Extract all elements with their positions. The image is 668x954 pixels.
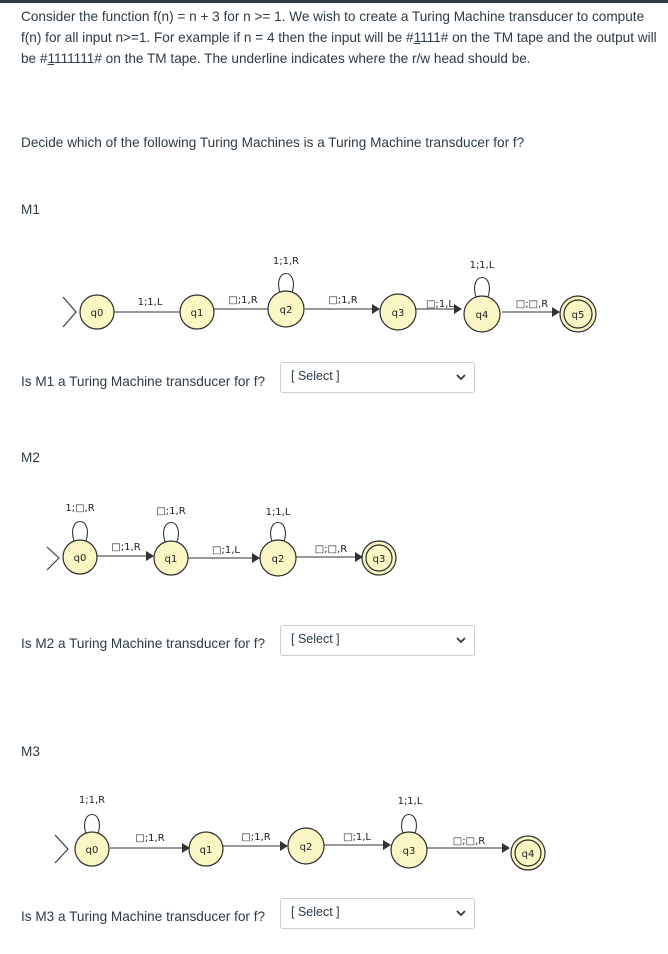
state-label: q0 [90,308,104,319]
transition-label: □;1,R [135,833,165,844]
top-rule [0,0,668,3]
m1-question: Is M1 a Turing Machine transducer for f? [21,374,266,389]
select-value: [ Select ] [291,369,340,383]
state-label: q0 [73,553,87,564]
select-value: [ Select ] [291,905,340,919]
state-label: q2 [299,842,313,853]
question-text: Decide which of the following Turing Machines is a Turing Machine transducer for f? [21,135,525,150]
self-loop [85,815,100,835]
arrowhead [383,840,391,850]
transition-label: □;□,R [515,299,549,310]
input-head-marker: 1 [413,30,421,45]
state-label: q1 [199,845,213,856]
select-value: [ Select ] [291,632,340,646]
self-loop [164,523,179,543]
output-head-marker: 1 [47,51,55,66]
loop-label: 1;1,L [469,260,495,271]
chevron-down-icon [455,907,467,919]
loop-label: 1;□,R [65,503,95,514]
m1-answer-select[interactable] [280,362,475,393]
transition-label: □;1,L [212,545,240,556]
m2-state-diagram [0,495,668,595]
m1-state-diagram [0,245,668,345]
machine-label-m1: M1 [21,202,40,217]
arrowhead [146,551,154,561]
arrowhead [454,304,462,314]
transition-label: □;□,R [452,836,486,847]
chevron-down-icon [455,371,467,383]
state-label: q3 [391,308,405,319]
loop-label: 1;1,L [265,507,291,518]
state-label: q5 [571,310,585,321]
arrowhead [372,304,380,314]
state-label: q3 [372,554,386,565]
self-loop [73,522,88,542]
transition-label: □;1,R [241,832,271,843]
state-label: q2 [279,305,293,316]
m3-state-diagram [0,785,668,885]
transition-label: □;1,R [328,295,358,306]
chevron-down-icon [455,634,467,646]
machine-label-m3: M3 [21,744,40,759]
transition-label: □;□,R [314,544,348,555]
state-label: q0 [85,845,99,856]
problem-statement: Consider the function f(n) = n + 3 for n >= 1. We wish to create a Turing Machine transducer to compute f(n) for all input n>=1. For example if n = 4 then the input will be #1111# on the TM tape and the output will be #1111111# on the TM tape. The underline indicates where the r/w head should be. [21,9,657,66]
m2-answer-select[interactable] [280,625,475,656]
state-label: q4 [475,310,489,321]
m3-question: Is M3 a Turing Machine transducer for f? [21,909,266,924]
state-label: q4 [521,849,535,860]
self-loop [279,274,294,294]
state-label: q1 [164,554,178,565]
arrowhead [252,553,260,563]
self-loop [271,523,286,543]
arrowhead [552,307,560,317]
loop-label: □;1,R [156,506,186,517]
state-label: q2 [271,554,285,565]
transition-label: □;1,L [426,299,454,310]
transition-label: □;1,R [111,542,141,553]
arrowhead [280,841,288,851]
transition-label: □;1,L [343,832,371,843]
machine-label-m2: M2 [21,450,40,465]
self-loop [402,815,417,835]
transition-label: □;1,R [228,295,258,306]
self-loop [475,278,490,298]
arrowhead [502,843,510,853]
start-arrow [63,297,76,327]
loop-label: 1;1,R [272,256,300,267]
state-label: q1 [190,308,204,319]
state-label: q3 [402,846,416,857]
start-arrow [55,835,68,863]
m2-question: Is M2 a Turing Machine transducer for f? [21,636,266,651]
start-arrow [47,547,59,570]
loop-label: 1;1,L [397,796,423,807]
loop-label: 1;1,R [78,795,106,806]
m3-answer-select[interactable] [280,898,475,929]
transition-label: 1;1,L [137,297,163,308]
